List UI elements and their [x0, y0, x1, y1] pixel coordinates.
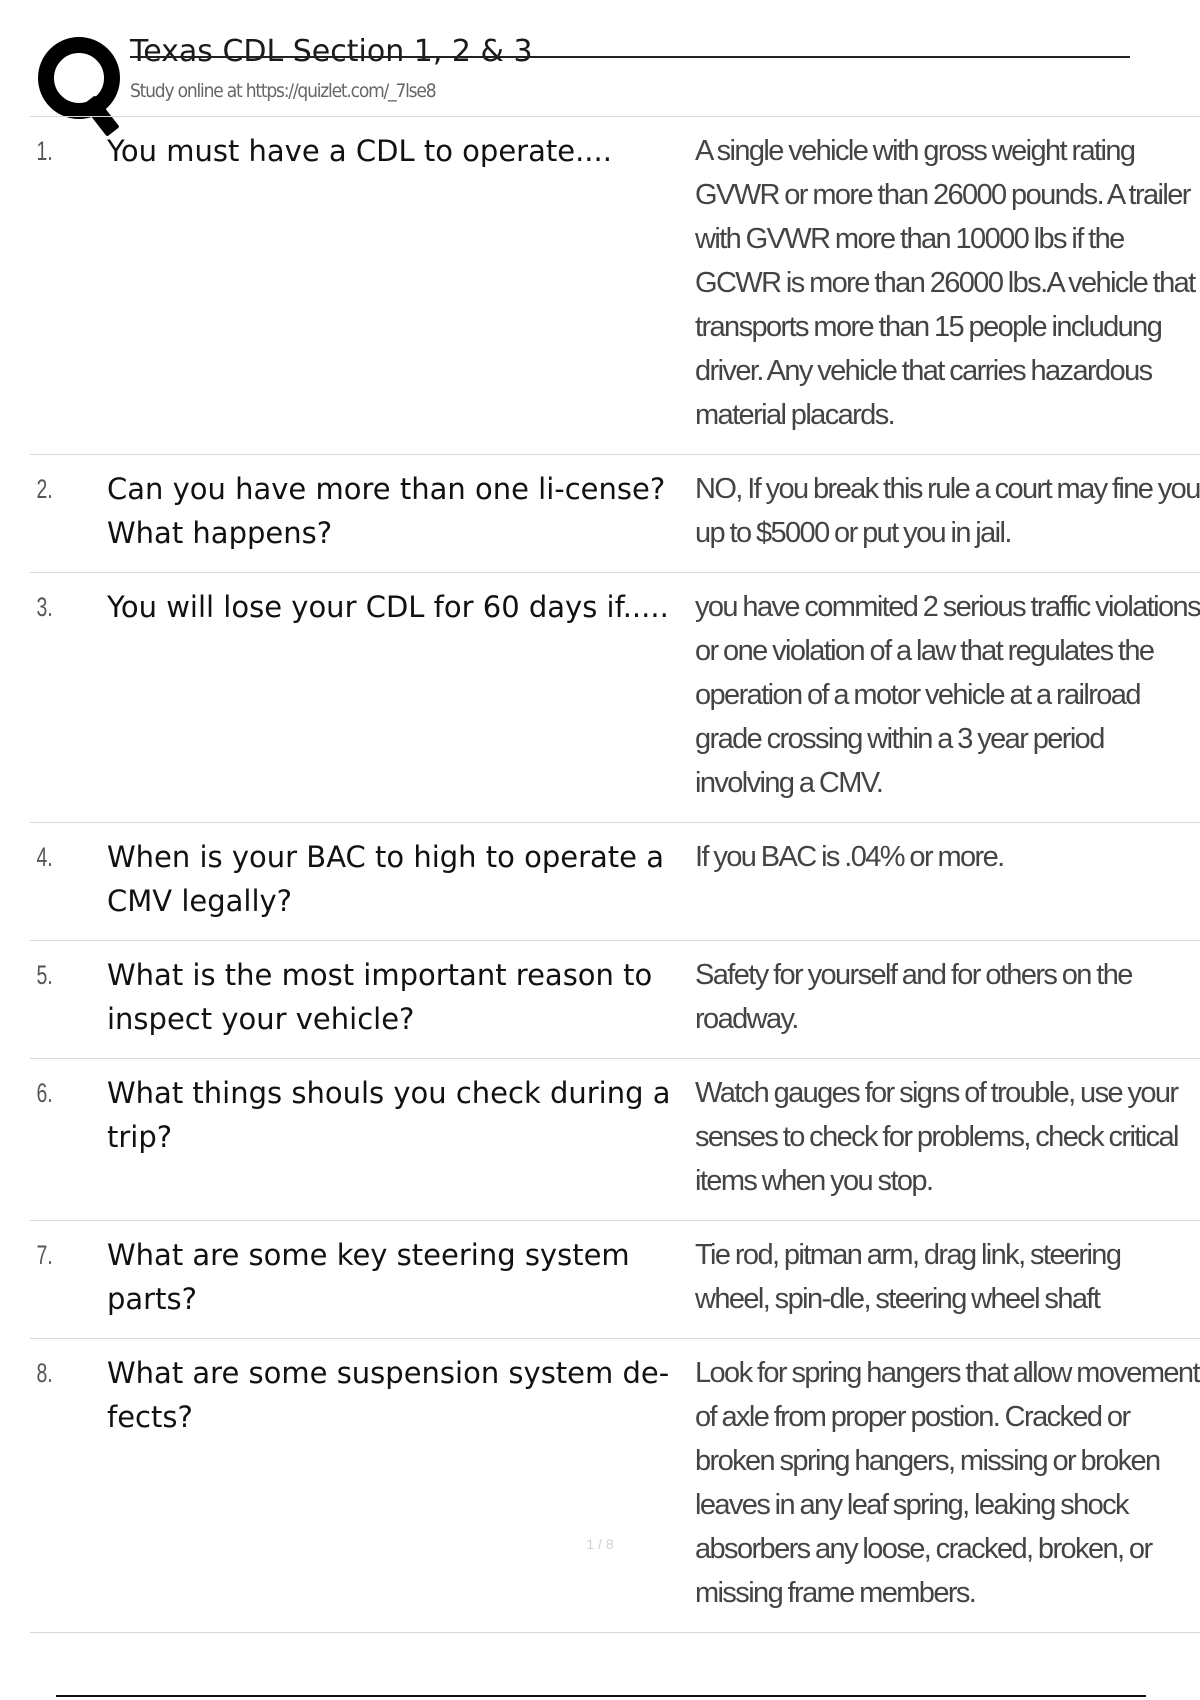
card-definition: you have commited 2 serious traffic violations or one violation of a law that regulates the operation of a motor vehicle at a railroad grade crossing within a 3 year period involving a CMV. — [695, 591, 1200, 799]
card-definition: If you BAC is .04% or more. — [695, 841, 1004, 873]
flashcard-row — [30, 573, 1200, 823]
card-definition: NO, If you break this rule a court may fine you up to $5000 or put you in jail. — [695, 473, 1200, 549]
document-header — [30, 30, 1130, 112]
flashcard-row — [30, 823, 1200, 941]
bottom-divider — [56, 1695, 1146, 1697]
title-strike-line — [130, 56, 1130, 58]
document-title: Texas CDL Section 1, 2 & 3 — [130, 34, 533, 69]
card-term: What are some key steering system parts? — [107, 1238, 630, 1316]
card-number: 3. — [36, 592, 53, 622]
flashcard-row — [30, 117, 1200, 455]
card-number: 1. — [36, 136, 53, 166]
flashcard-list — [30, 116, 1200, 1633]
card-term: What are some suspension system de-fects? — [107, 1356, 670, 1434]
study-online-link[interactable]: Study online at https://quizlet.com/_7lse8 — [130, 80, 436, 102]
card-term: What is the most important reason to inspect your vehicle? — [107, 958, 653, 1036]
card-definition: Look for spring hangers that allow movement of axle from proper postion. Cracked or broken spring hangers, missing or broken leaves in any leaf spring, leaking shock absorbers any loose, cracked, broken, or missing frame members. — [695, 1357, 1199, 1609]
card-term: What things shouls you check during a trip? — [107, 1076, 671, 1154]
card-number: 8. — [36, 1358, 53, 1388]
flashcard-row — [30, 1059, 1200, 1221]
card-definition: Safety for yourself and for others on the roadway. — [695, 959, 1132, 1035]
card-number: 5. — [36, 960, 53, 990]
flashcard-row — [30, 1221, 1200, 1339]
card-term: You must have a CDL to operate.... — [107, 134, 612, 168]
card-term: Can you have more than one li-cense?What happens? — [107, 472, 666, 550]
page-number: 1 / 8 — [586, 1536, 614, 1552]
card-definition: Watch gauges for signs of trouble, use your senses to check for problems, check critical items when you stop. — [695, 1077, 1178, 1197]
flashcard-row — [30, 455, 1200, 573]
flashcard-row — [30, 1339, 1200, 1633]
card-number: 4. — [36, 842, 53, 872]
card-number: 2. — [36, 474, 53, 504]
flashcard-row — [30, 941, 1200, 1059]
card-definition: Tie rod, pitman arm, drag link, steering wheel, spin-dle, steering wheel shaft — [695, 1239, 1121, 1315]
card-number: 6. — [36, 1078, 53, 1108]
card-term: When is your BAC to high to operate a CMV legally? — [107, 840, 664, 918]
card-definition: A single vehicle with gross weight rating GVWR or more than 26000 pounds. A trailer with GVWR more than 10000 lbs if the GCWR is more than 26000 lbs.A vehicle that transports more than 15 people includung driver. Any vehicle that carries hazardous material placards. — [695, 135, 1195, 431]
card-term: You will lose your CDL for 60 days if..... — [107, 590, 669, 624]
card-number: 7. — [36, 1240, 53, 1270]
